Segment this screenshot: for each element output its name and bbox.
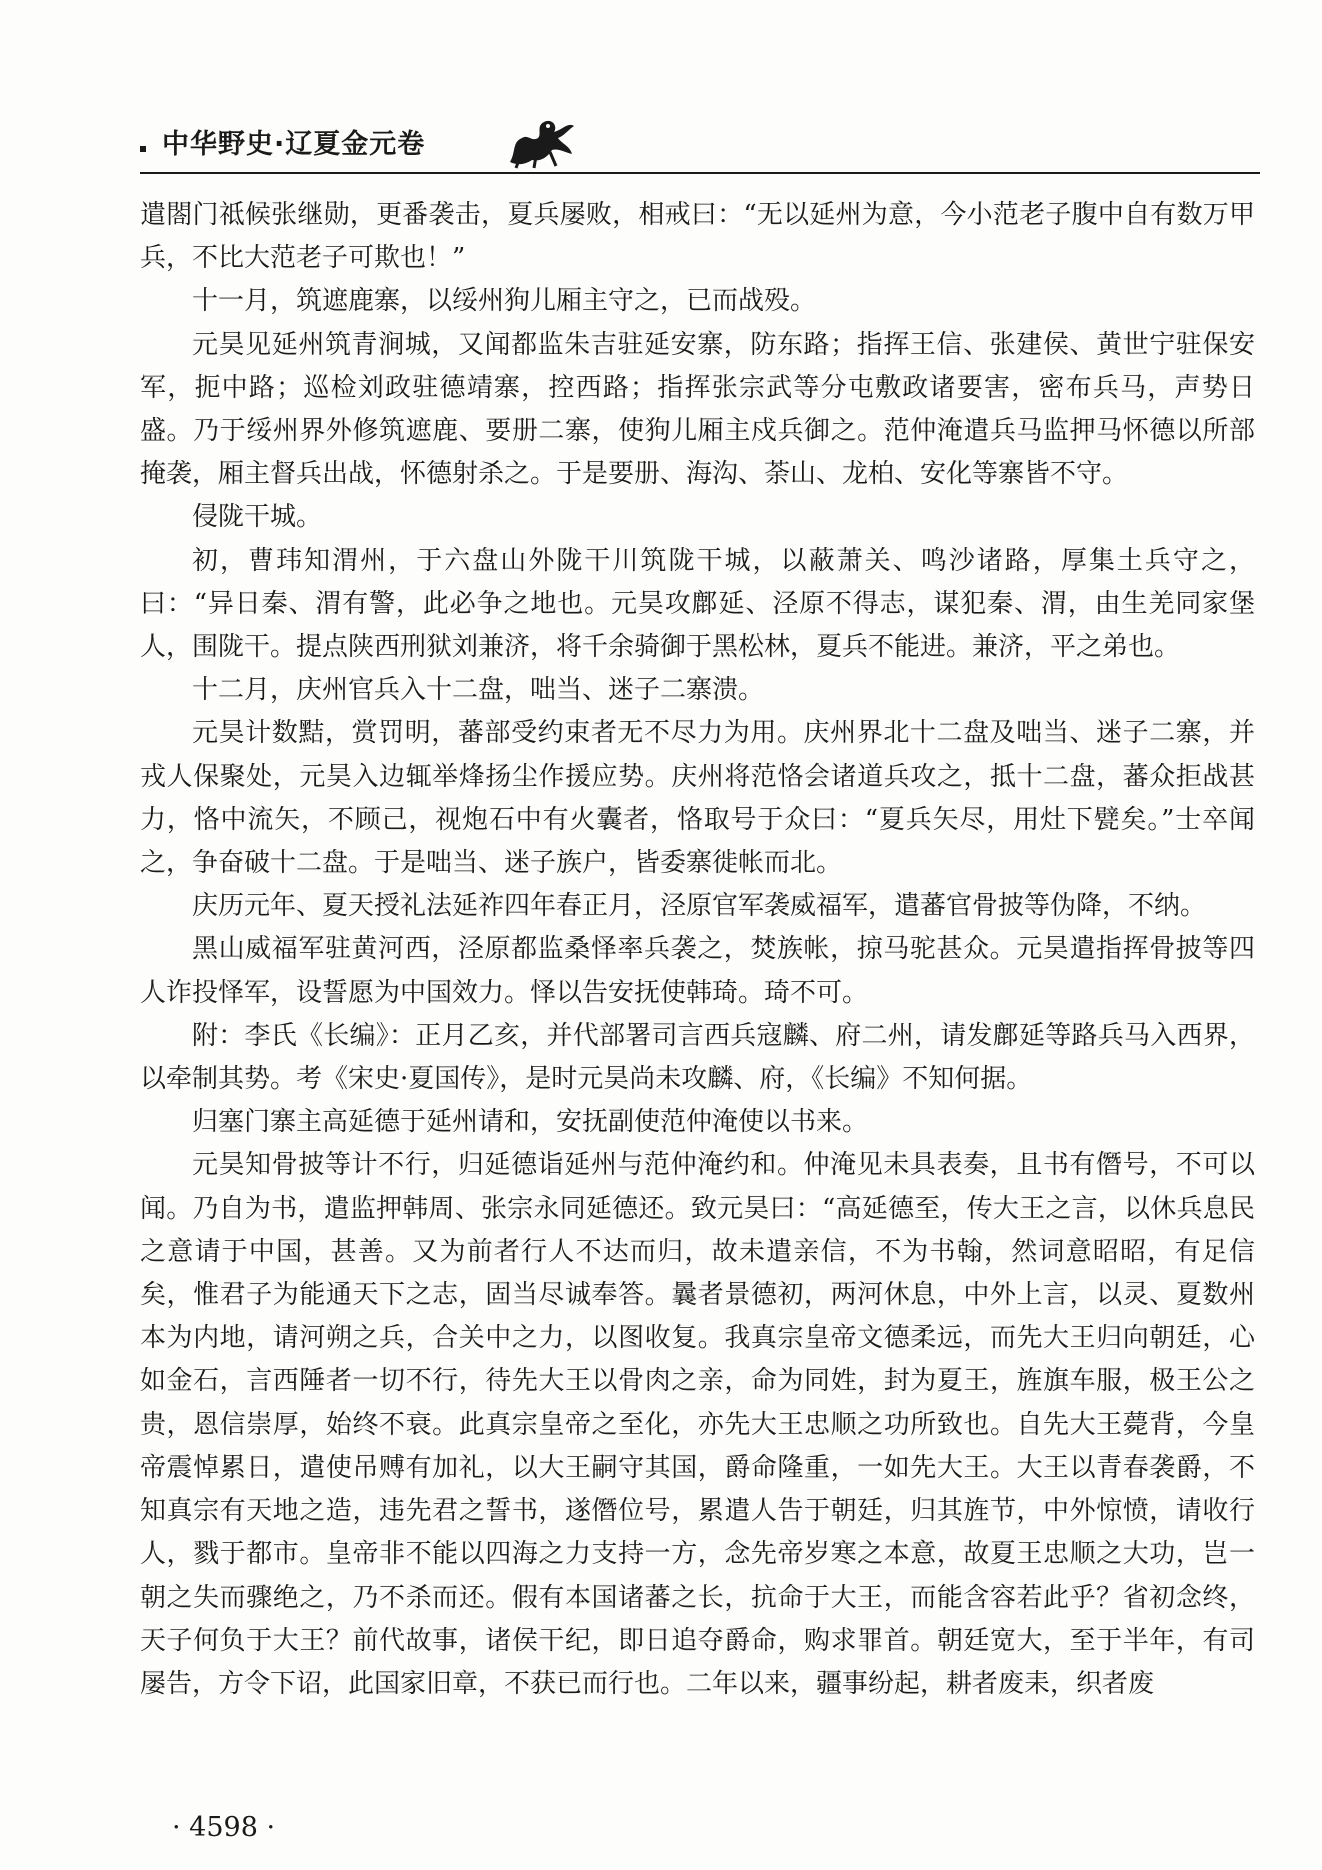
header-bullet	[140, 146, 146, 152]
paragraph: 十二月，庆州官兵入十二盘，咄当、迷子二寨溃。	[192, 675, 765, 706]
paragraph: 侵陇干城。	[192, 502, 323, 533]
page-header	[140, 112, 1270, 174]
book-title: 中华野史·辽夏金元卷	[162, 129, 426, 160]
paragraph: 附：李氏《长编》：正月乙亥，并代部署司言西兵寇麟、府二州，请发鄜延等路兵马入西界，以牵制其势。考《宋史·夏国传》，是时元昊尚未攻麟、府，《长编》不知何据。	[140, 1020, 1255, 1095]
paragraph: 黑山威福军驻黄河西，泾原都监桑怿率兵袭之，焚族帐，掠马驼甚众。元昊遣指挥骨披等四人诈投怿军，设誓愿为中国效力。怿以告安抚使韩琦。琦不可。	[140, 934, 1255, 1008]
paragraph: 元昊见延州筑青涧城，又闻都监朱吉驻延安寨，防东路；指挥王信、张建侯、黄世宁驻保安军，扼中路；巡检刘政驻德靖寨，控西路；指挥张宗武等分屯敷政诸要害，密布兵马，声势日盛。乃于绥州界外修筑遮鹿、要册二寨，使狗儿厢主戍兵御之。范仲淹遣兵马监押马怀德以所部掩袭，厢主督兵出战，怀德射杀之。于是要册、海沟、荼山、龙柏、安化等寨皆不守。	[140, 329, 1255, 490]
paragraph: 归塞门寨主高延德于延州请和，安抚副使范仲淹使以书来。	[192, 1107, 869, 1138]
paragraph: 初，曹玮知渭州，于六盘山外陇干川筑陇干城，以蔽萧关、鸣沙诸路，厚集土兵守之，曰：“异日秦、渭有警，此必争之地也。元昊攻鄜延、泾原不得志，谋犯秦、渭，由生羌同家堡人，围陇干。提点陕西刑狱刘兼济，将千余骑御于黑松林，夏兵不能进。兼济，平之弟也。	[140, 545, 1255, 663]
paragraph: 元昊计数黠，赏罚明，蕃部受约束者无不尽力为用。庆州界北十二盘及咄当、迷子二寨，并戎人保聚处，元昊入边辄举烽扬尘作援应势。庆州将范恪会诸道兵攻之，抵十二盘，蕃众拒战甚力，恪中流矢，不顾己，视炮石中有火囊者，恪取号于众曰：“夏兵矢尽，用灶下甓矣。”士卒闻之，争奋破十二盘。于是咄当、迷子族户，皆委寨徙帐而北。	[140, 718, 1255, 879]
article-body	[140, 194, 1255, 1706]
paragraph: 庆历元年、夏天授礼法延祚四年春正月，泾原官军袭威福军，遣蕃官骨披等伪降，不纳。	[192, 891, 1207, 922]
paragraph: 十一月，筑遮鹿寨，以绥州狗儿厢主守之，已而战殁。	[192, 286, 817, 317]
paragraph: 遣閤门祗候张继勋，更番袭击，夏兵屡败，相戒曰：“无以延州为意，今小范老子腹中自有数万甲兵，不比大范老子可欺也！”	[140, 200, 1255, 274]
page-number: · 4598 ·	[172, 1812, 276, 1843]
paragraph: 元昊知骨披等计不行，归延德诣延州与范仲淹约和。仲淹见未具表奏，且书有僭号，不可以闻。乃自为书，遣监押韩周、张宗永同延德还。致元昊曰：“高延德至，传大王之言，以休兵息民之意请于中国，甚善。又为前者行人不达而归，故未遣亲信，不为书翰，然词意昭昭，有足信矣，惟君子为能通天下之志，固当尽诚奉答。曩者景德初，两河休息，中外上言，以灵、夏数州本为内地，请河朔之兵，合关中之力，以图收复。我真宗皇帝文德柔远，而先大王归向朝廷，心如金石，言西陲者一切不行，待先大王以骨肉之亲，命为同姓，封为夏王，旌旗车服，极王公之贵，恩信崇厚，始终不衰。此真宗皇帝之至化，亦先大王忠顺之功所致也。自先大王薨背，今皇帝震悼累日，遣使吊赙有加礼，以大王嗣守其国，爵命隆重，一如先大王。大王以青春袭爵，不知真宗有天地之造，违先君之誓书，遂僭位号，累遣人告于朝廷，归其旌节，中外惊愤，请收行人，戮于都市。皇帝非不能以四海之力支持一方，念先帝岁寒之本意，故夏王忠顺之大功，岂一朝之失而骤绝之，乃不杀而还。假有本国诸蕃之长，抗命于大王，而能含容若此乎？省初念终，天子何负于大王？前代故事，诸侯干纪，即日追夺爵命，购求罪首。朝廷宽大，至于半年，有司屡告，方令下诏，此国家旧章，不获已而行也。二年以来，疆事纷起，耕者废耒，织者废	[140, 1150, 1255, 1699]
dragon-icon	[502, 112, 582, 170]
header-rule	[140, 172, 1260, 174]
